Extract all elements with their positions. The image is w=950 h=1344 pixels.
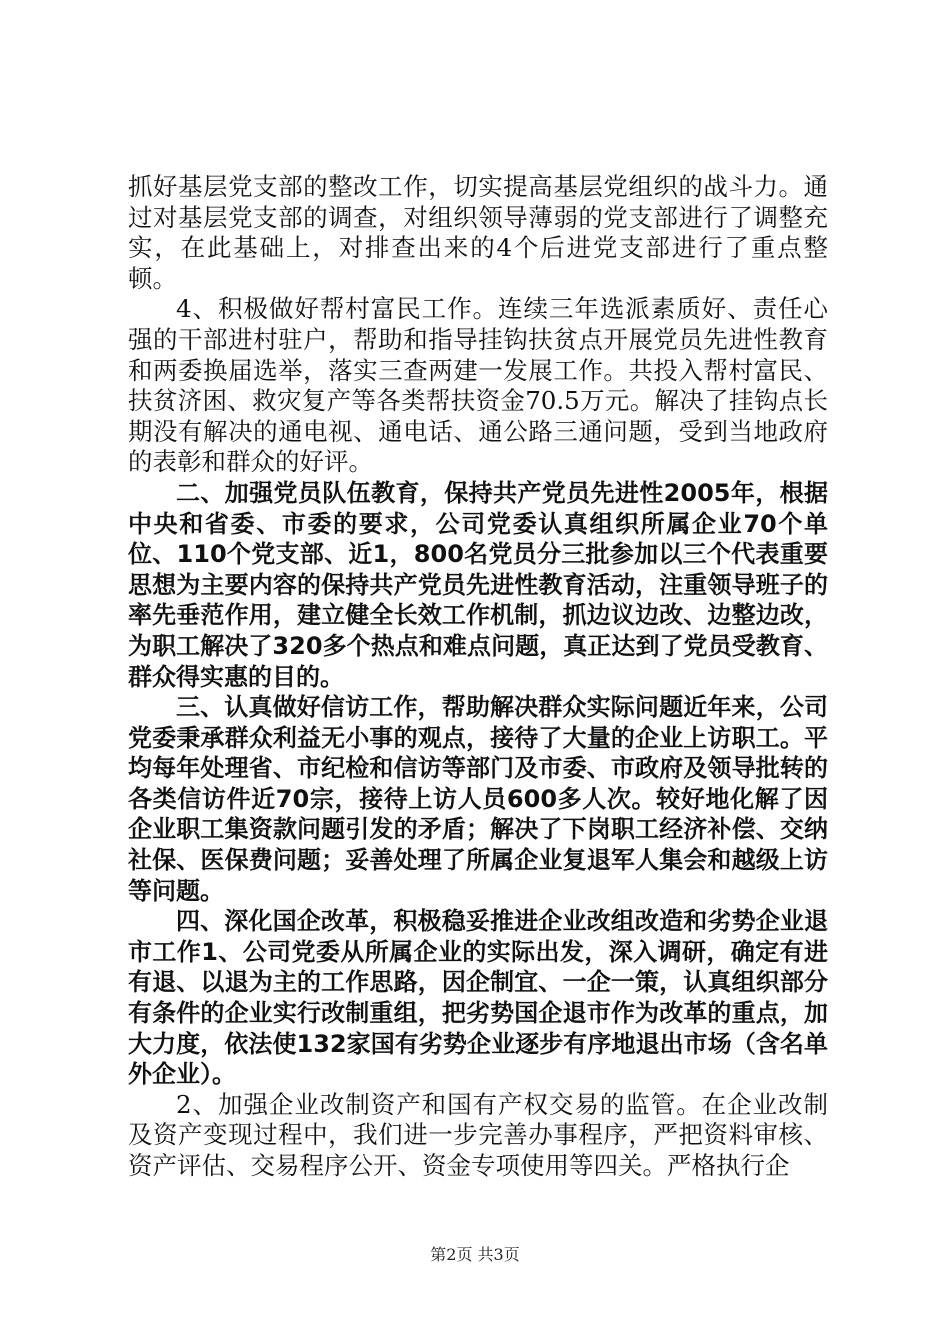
- page-footer: 第2页 共3页: [430, 1245, 520, 1264]
- section-heading-2: 二、加强党员队伍教育，保持共产党员先进性2005年，根据中央和省委、市委的要求，公司党委认真组织所属企业70个单位、110个党支部、近1，800名党员分三批参加以三个代表重要思想为主要内容的保持共产党员先进性教育活动，注重领导班子的率先垂范作用，建立健全长效工作机制，抓边议边改、边整边改，为职工解决了320多个热点和难点问题，真正达到了党员受教育、群众得实惠的目的。: [128, 478, 828, 691]
- paragraph-1: 抓好基层党支部的整改工作，切实提高基层党组织的战斗力。通过对基层党支部的调查，对组织领导薄弱的党支部进行了调整充实，在此基础上，对排查出来的4个后进党支部进行了重点整顿。: [128, 172, 828, 293]
- paragraph-2: 4、积极做好帮村富民工作。连续三年选派素质好、责任心强的干部进村驻户，帮助和指导挂钩扶贫点开展党员先进性教育和两委换届选举，落实三查两建一发展工作。共投入帮村富民、扶贫济困、救灾复产等各类帮扶资金70.5万元。解决了挂钩点长期没有解决的通电视、通电话、通公路三通问题，受到当地政府的表彰和群众的好评。: [128, 294, 828, 477]
- paragraph-6: 2、加强企业改制资产和国有产权交易的监管。在企业改制及资产变现过程中，我们进一步完善办事程序，严把资料审核、资产评估、交易程序公开、资金专项使用等四关。严格执行企: [128, 1089, 828, 1180]
- section-heading-4: 四、深化国企改革，积极稳妥推进企业改组改造和劣势企业退市工作1、公司党委从所属企业的实际出发，深入调研，确定有进有退、以退为主的工作思路，因企制宜、一企一策，认真组织部分有条件的企业实行改制重组，把劣势国企退市作为改革的重点，加大力度，依法使132家国有劣势企业逐步有序地退出市场（含名单外企业）。: [128, 907, 828, 1089]
- document-body: [128, 172, 828, 1182]
- section-heading-3: 三、认真做好信访工作，帮助解决群众实际问题近年来，公司党委秉承群众利益无小事的观点，接待了大量的企业上访职工。平均每年处理省、市纪检和信访等部门及市委、市政府及领导批转的各类信访件近70宗，接待上访人员600多人次。较好地化解了因企业职工集资款问题引发的矛盾；解决了下岗职工经济补偿、交纳社保、医保费问题；妥善处理了所属企业复退军人集会和越级上访等问题。: [128, 693, 828, 905]
